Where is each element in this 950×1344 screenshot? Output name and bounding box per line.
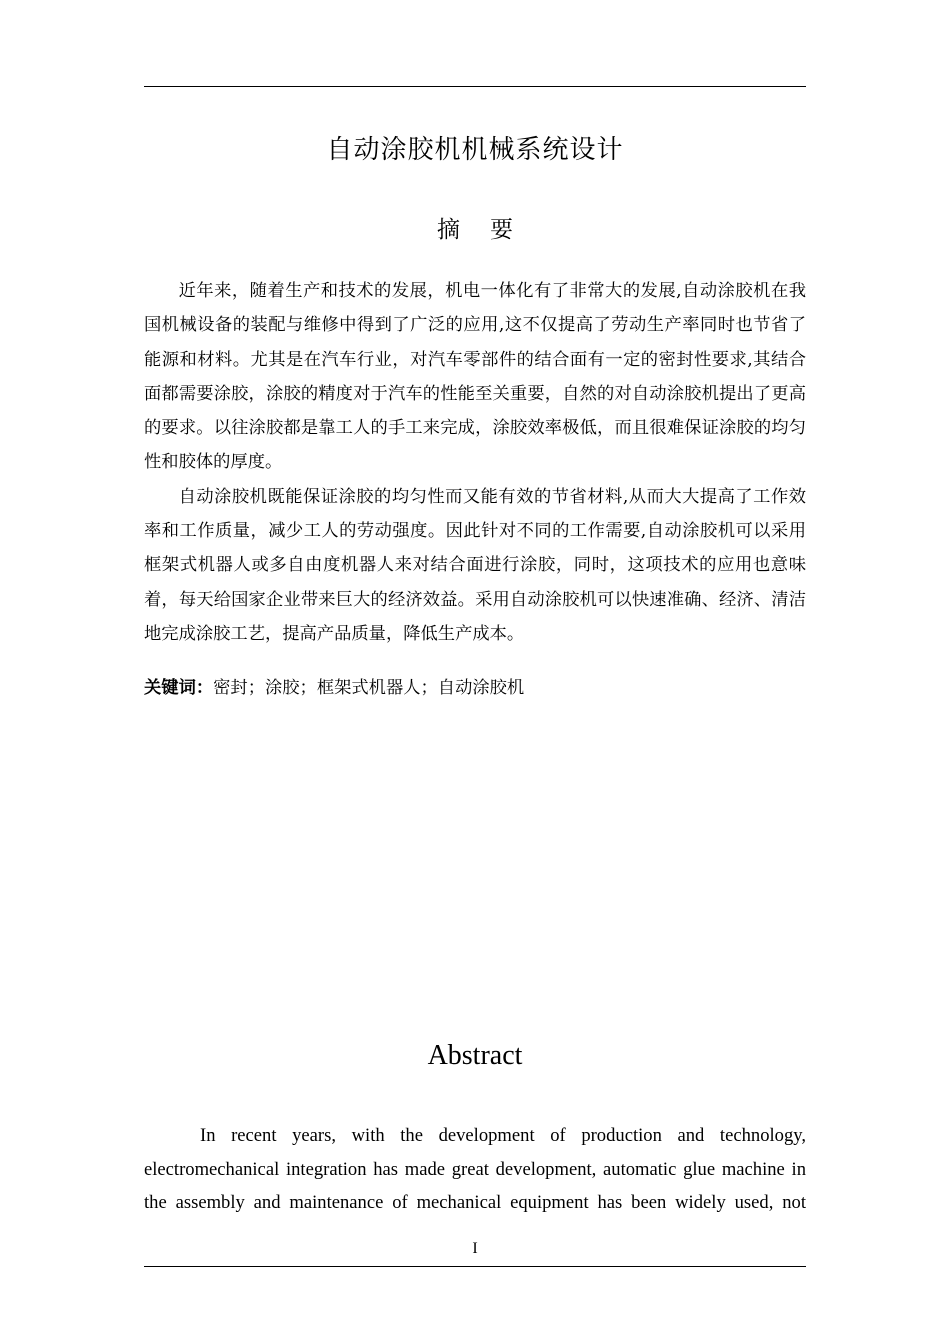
abstract-paragraph-cn-2: 自动涂胶机既能保证涂胶的均匀性而又能有效的节省材料,从而大大提高了工作效率和工作质量，减少工人的劳动强度。因此针对不同的工作需要,自动涂胶机可以采用框架式机器人或多自由度机器人来对结合面进行涂胶，同时，这项技术的应用也意味着，每天给国家企业带来巨大的经济效益。采用自动涂胶机可以快速准确、经济、清洁地完成涂胶工艺，提高产品质量，降低生产成本。 xyxy=(144,486,806,644)
header-rule xyxy=(144,86,806,87)
abstract-heading-en: Abstract xyxy=(427,1040,523,1071)
keywords-text: 密封；涂胶；框架式机器人；自动涂胶机 xyxy=(213,678,525,698)
abstract-heading-cn: 摘要 xyxy=(437,217,543,243)
keywords-line xyxy=(144,674,806,702)
document-title: 自动涂胶机机械系统设计 xyxy=(326,135,624,165)
abstract-paragraph-en-1: In recent years, with the development of production and technology, electromechanical integration has made great development, automatic glue machine in the assembly and maintenance of mechanical equipment has been widely used, not xyxy=(144,1125,806,1213)
abstract-paragraph-cn-1: 近年来，随着生产和技术的发展，机电一体化有了非常大的发展,自动涂胶机在我国机械设备的装配与维修中得到了广泛的应用,这不仅提高了劳动生产率同时也节省了能源和材料。尤其是在汽车行业，对汽车零部件的结合面有一定的密封性要求,其结合面都需要涂胶，涂胶的精度对于汽车的性能至关重要，自然的对自动涂胶机提出了更高的要求。以往涂胶都是靠工人的手工来完成，涂胶效率极低，而且很难保证涂胶的均匀性和胶体的厚度。 xyxy=(144,281,806,473)
abstract-body-cn xyxy=(144,274,806,651)
abstract-body-en xyxy=(144,1119,806,1220)
page-number: I xyxy=(472,1240,478,1257)
footer-rule xyxy=(144,1266,806,1267)
keywords-label: 关键词： xyxy=(144,678,214,698)
